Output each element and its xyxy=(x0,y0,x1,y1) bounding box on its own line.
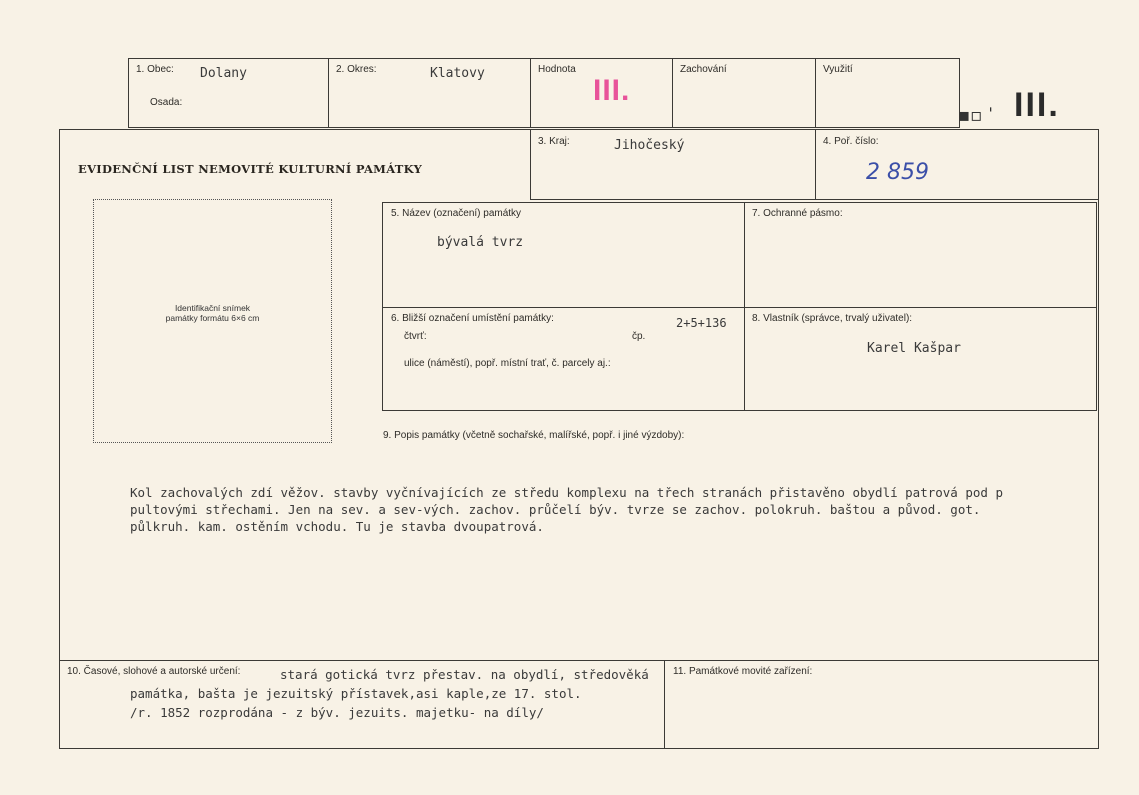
cp-value: 2+5+136 xyxy=(676,316,727,330)
ulice-label: ulice (náměstí), popř. místní trať, č. parcely aj.: xyxy=(404,358,611,369)
urceni-line: památka, bašta je jezuitský přístavek,asi kaple,ze 17. stol. xyxy=(130,686,582,701)
vlastnik-label: 8. Vlastník (správce, trvalý uživatel): xyxy=(752,313,913,324)
zachovani-label: Zachování xyxy=(680,64,727,75)
vyuziti-label: Využití xyxy=(823,64,853,75)
urceni-line: stará gotická tvrz přestav. na obydlí, středověká xyxy=(280,667,649,682)
corner-mark: ▪▫ ˈ xyxy=(958,105,994,126)
osada-label: Osada: xyxy=(150,97,183,108)
hodnota-label: Hodnota xyxy=(538,64,576,75)
photo-caption: Identifikační snímek památky formátu 6×6 cm xyxy=(165,303,260,323)
ctvrt-label: čtvrť: xyxy=(404,331,427,342)
cislo-label: 4. Poř. číslo: xyxy=(823,136,879,147)
obec-label: 1. Obec: xyxy=(136,64,174,75)
vlastnik-value: Karel Kašpar xyxy=(867,341,961,356)
popis-line: půlkruh. kam. ostěním vchodu. Tu je stavba dvoupatrová. xyxy=(130,519,544,534)
popis-label: 9. Popis památky (včetně sochařské, malířské, popř. i jiné výzdoby): xyxy=(383,430,685,441)
urceni-line: /r. 1852 rozprodána - z býv. jezuits. majetku- na díly/ xyxy=(130,705,544,720)
popis-line: Kol zachovalých zdí věžov. stavby vyčnívajících ze středu komplexu na třech stranách přistavěno obydlí patrová pod p xyxy=(130,485,1003,500)
kraj-value: Jihočeský xyxy=(614,138,685,153)
obec-value: Dolany xyxy=(200,66,247,81)
nazev-label: 5. Název (označení) památky xyxy=(391,208,522,219)
form-title: EVIDENČNÍ LIST NEMOVITÉ KULTURNÍ PAMÁTKY xyxy=(78,162,423,176)
popis-line: pultovými střechami. Jen na sev. a sev-vých. zachov. průčelí býv. tvrze se zachov. polokruh. baštou a původ. got. xyxy=(130,502,981,517)
umisteni-label: 6. Bližší označení umístění památky: xyxy=(391,313,554,324)
zarizeni-label: 11. Památkové movité zařízení: xyxy=(673,666,813,677)
cp-label: čp. xyxy=(632,331,646,342)
urceni-label: 10. Časové, slohové a autorské určení: xyxy=(67,666,241,677)
corner-stamp: III. xyxy=(1014,86,1060,124)
okres-value: Klatovy xyxy=(430,66,485,81)
ochranne-label: 7. Ochranné pásmo: xyxy=(752,208,843,219)
okres-label: 2. Okres: xyxy=(336,64,377,75)
hodnota-stamp: III. xyxy=(593,74,631,107)
nazev-value: bývalá tvrz xyxy=(437,235,524,250)
cislo-value: 2 859 xyxy=(866,160,929,185)
kraj-label: 3. Kraj: xyxy=(538,136,570,147)
